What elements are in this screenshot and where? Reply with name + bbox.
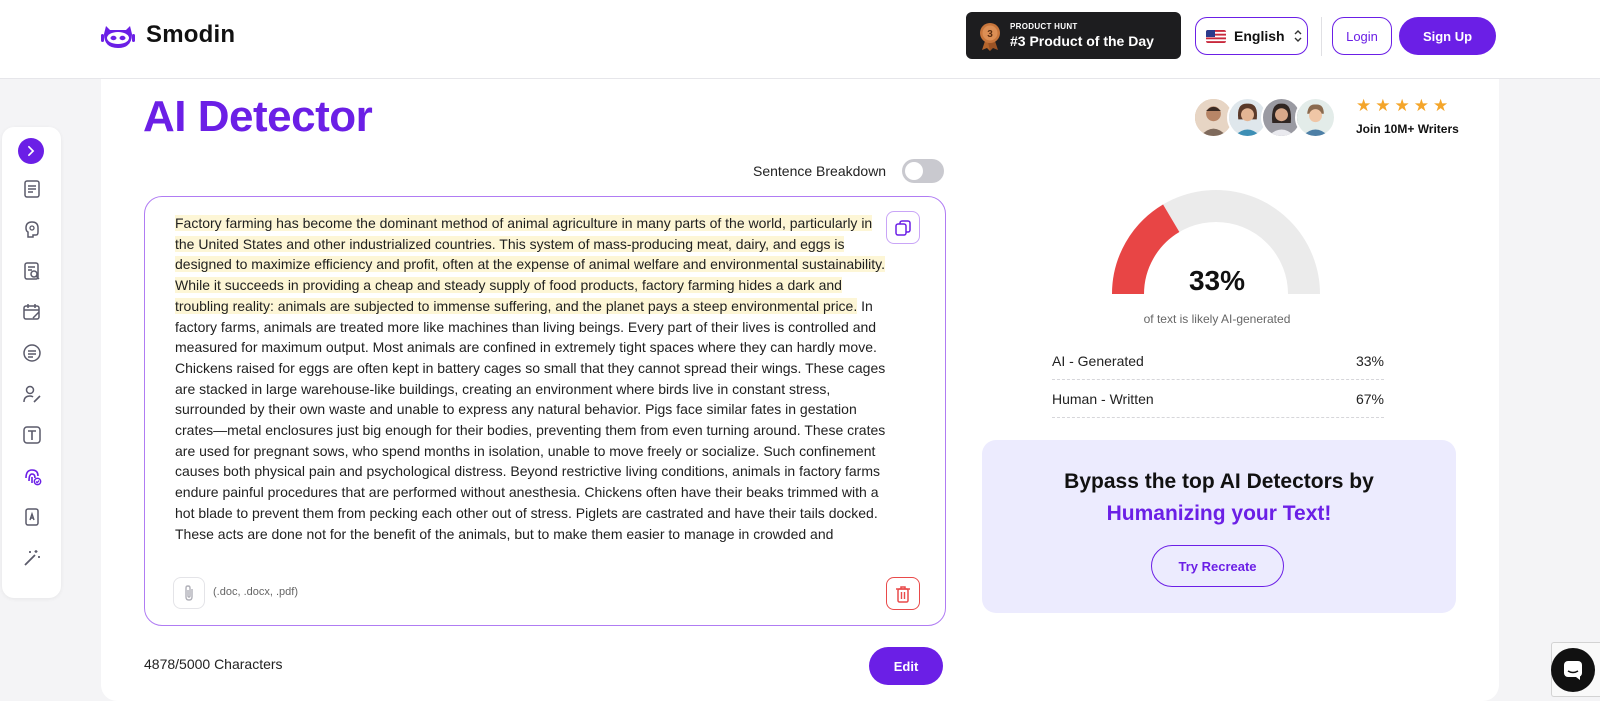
brain-icon	[22, 220, 42, 240]
medal-rank: 3	[987, 28, 993, 40]
sidebar-item-ai-brain[interactable]	[19, 217, 44, 242]
result-label: AI - Generated	[1052, 353, 1144, 369]
trash-icon	[895, 585, 911, 603]
logo-text: Smodin	[146, 21, 236, 48]
delete-button[interactable]	[886, 577, 920, 610]
chevron-right-icon	[24, 144, 38, 158]
tools-sidebar	[2, 127, 61, 598]
editor-text[interactable]	[175, 213, 887, 557]
ai-score-caption: of text is likely AI-generated	[1143, 312, 1291, 326]
result-label: Human - Written	[1052, 391, 1154, 407]
human-text: In factory farms, animals are treated more like machines than living beings. Every part of their lives is controlled and measured for maximum output. Most animals are confined in extremely tight spaces where they can hardly move. Chickens raised for eggs are often kept in battery cages so small that they cannot spread their wings. These cages are stacked in large warehouse-like buildings, creating an environment where birds live in constant stress, surrounded by their own waste and unable to express any natural behavior. Pigs face similar fates in gestation crates—metal enclosures just big enough for their bodies, preventing them from even turning around. These crates are used for pregnant sows, who spend months in isolation, unable to move freely or socialize. Such confinement causes both physical pain and psychological distress. Beyond restrictive living conditions, animals in factory farms endure painful procedures that are performed without anesthesia. Chickens often have their beaks trimmed with a hot blade to prevent them from pecking each other out of stress. Piglets are castrated and have their tails docked. These acts are done not for the benefit of the animals, but to make them easier to manage in crowded and	[175, 297, 886, 542]
sidebar-expand-button[interactable]	[18, 138, 44, 164]
ai-highlighted-text: Factory farming has become the dominant method of animal agriculture in many parts of the world, particularly in the United States and other industrialized countries. This system of mass-producing meat, dairy, and eggs is designed to maximize efficiency and profit, often at the expense of animal welfare and environmental sustainability. While it succeeds in providing a cheap and steady supply of food products, factory farming hides a dark and troubling reality: animals are subjected to immense suffering, and the planet pays a steep environmental price.	[175, 215, 885, 314]
text-box-icon	[22, 425, 42, 445]
result-value: 67%	[1355, 391, 1384, 407]
sidebar-item-paraphraser[interactable]	[19, 176, 44, 201]
upload-file-button[interactable]	[173, 577, 205, 609]
signup-button[interactable]: Sign Up	[1399, 17, 1496, 55]
lines-circle-icon	[22, 343, 42, 363]
result-row-human	[1052, 380, 1384, 418]
sidebar-item-magic[interactable]	[19, 545, 44, 570]
sentence-breakdown-toggle[interactable]	[902, 159, 944, 183]
rating-stars: ★★★★★	[1356, 96, 1453, 115]
product-hunt-badge[interactable]	[966, 12, 1181, 59]
logo[interactable]	[100, 20, 235, 50]
ai-score-percent: 33%	[1188, 265, 1246, 296]
page-title: AI Detector	[143, 92, 373, 141]
us-flag-icon	[1206, 30, 1226, 43]
fingerprint-check-icon	[22, 466, 42, 486]
document-search-icon	[22, 261, 42, 281]
chat-button[interactable]	[1551, 648, 1595, 692]
try-recreate-button[interactable]: Try Recreate	[1151, 545, 1284, 587]
medal-icon	[978, 21, 1002, 51]
magic-wand-icon	[22, 548, 42, 568]
sidebar-item-author[interactable]	[19, 381, 44, 406]
writer-avatars	[1193, 97, 1338, 139]
product-hunt-small-text: PRODUCT HUNT	[1010, 22, 1078, 31]
product-hunt-big-text: #3 Product of the Day	[1010, 33, 1154, 49]
login-button[interactable]: Login	[1332, 17, 1392, 55]
sidebar-item-text[interactable]	[19, 422, 44, 447]
copy-button[interactable]	[886, 211, 920, 244]
paperclip-icon	[182, 584, 196, 602]
text-editor[interactable]	[144, 196, 946, 626]
character-count: 4878/5000 Characters	[144, 656, 283, 672]
sentence-breakdown-label: Sentence Breakdown	[753, 163, 887, 179]
sidebar-item-ai-detector[interactable]	[19, 463, 44, 488]
avatar	[1295, 97, 1336, 138]
smodin-logo-icon	[100, 20, 136, 50]
header-divider	[1321, 17, 1322, 56]
sidebar-item-planner[interactable]	[19, 299, 44, 324]
sidebar-item-plagiarism[interactable]	[19, 258, 44, 283]
updown-caret-icon	[1293, 29, 1303, 43]
join-writers-text: Join 10M+ Writers	[1356, 122, 1459, 136]
result-value: 33%	[1355, 353, 1384, 369]
copy-icon	[894, 219, 912, 237]
promo-highlight: Humanizing your Text!	[1106, 502, 1332, 525]
chat-icon	[1562, 659, 1584, 681]
supported-formats: (.doc, .docx, .pdf)	[213, 586, 298, 598]
document-lines-icon	[22, 179, 42, 199]
language-select[interactable]	[1195, 17, 1308, 55]
promo-heading: Bypass the top AI Detectors by	[1064, 470, 1374, 493]
language-label: English	[1234, 28, 1285, 44]
person-pen-icon	[22, 384, 42, 404]
top-header	[0, 0, 1600, 79]
edit-button[interactable]: Edit	[869, 647, 943, 685]
result-row-ai	[1052, 342, 1384, 380]
humanize-promo	[982, 440, 1456, 613]
sidebar-item-summarizer[interactable]	[19, 340, 44, 365]
calendar-edit-icon	[22, 302, 42, 322]
document-grade-icon	[22, 507, 42, 527]
sidebar-item-grader[interactable]	[19, 504, 44, 529]
